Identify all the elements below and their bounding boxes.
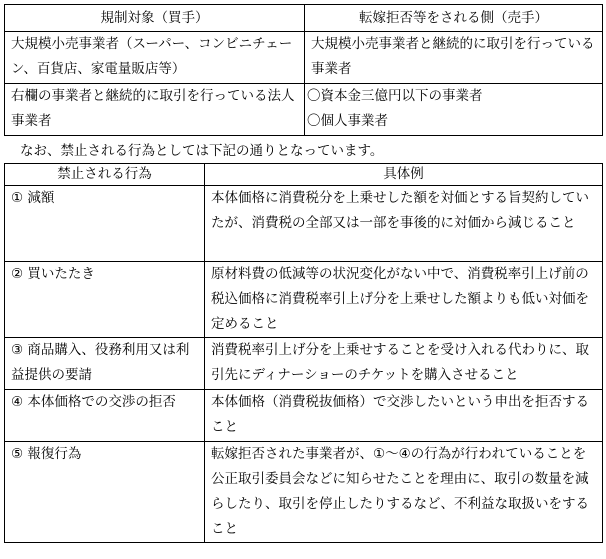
table-row xyxy=(5,262,603,338)
table-header-row xyxy=(5,5,603,32)
table-row xyxy=(5,390,603,442)
example-cell: 本体価格（消費税抜価格）で交渉したいという申出を拒否すること xyxy=(205,390,603,442)
column-header-seller: 転嫁拒否等をされる側（売手） xyxy=(305,5,603,32)
regulated-parties-table xyxy=(4,4,603,136)
table-cell: 大規模小売事業者と継続的に取引を行っている事業者 xyxy=(305,32,603,84)
seller-type-individual: 〇個人事業者 xyxy=(307,113,388,129)
example-cell: 本体価格に消費税分を上乗せした額を対価とする旨契約していたが、消費税の全部又は一部を事後的に対価から減じること xyxy=(205,186,603,262)
table-cell: 右欄の事業者と継続的に取引を行っている法人事業者 xyxy=(5,84,305,136)
prohibited-act-cell: ⑤ 報復行為 xyxy=(5,442,205,543)
example-cell: 転嫁拒否された事業者が、①～④の行為が行われていることを公正取引委員会などに知らせたことを理由に、取引の数量を減らしたり、取引を停止したりするなど、不利益な取扱いをすること xyxy=(205,442,603,543)
table-row xyxy=(5,442,603,543)
column-header-buyer: 規制対象（買手） xyxy=(5,5,305,32)
table-row xyxy=(5,84,603,136)
prohibited-act-cell: ② 買いたたき xyxy=(5,262,205,338)
table-row xyxy=(5,186,603,262)
column-header-prohibited-act: 禁止される行為 xyxy=(5,164,205,186)
intro-note: なお、禁止される行為としては下記の通りとなっています。 xyxy=(20,143,384,159)
example-cell: 原材料費の低減等の状況変化がない中で、消費税率引上げ前の税込価格に消費税率引上げ分を上乗せした額よりも低い対価を定めること xyxy=(205,262,603,338)
table-row xyxy=(5,338,603,390)
seller-type-capital: 〇資本金三億円以下の事業者 xyxy=(307,88,483,104)
column-header-example: 具体例 xyxy=(205,164,603,186)
table-cell xyxy=(305,84,603,136)
example-cell: 消費税率引上げ分を上乗せすることを受け入れる代わりに、取引先にディナーショーのチケットを購入させること xyxy=(205,338,603,390)
table-cell: 大規模小売事業者（スーパー、コンビニチェーン、百貨店、家電量販店等） xyxy=(5,32,305,84)
prohibited-acts-table xyxy=(4,163,603,543)
prohibited-act-cell: ④ 本体価格での交渉の拒否 xyxy=(5,390,205,442)
table-row xyxy=(5,32,603,84)
prohibited-act-cell: ① 減額 xyxy=(5,186,205,262)
table-header-row xyxy=(5,164,603,186)
prohibited-act-cell: ③ 商品購入、役務利用又は利益提供の要請 xyxy=(5,338,205,390)
